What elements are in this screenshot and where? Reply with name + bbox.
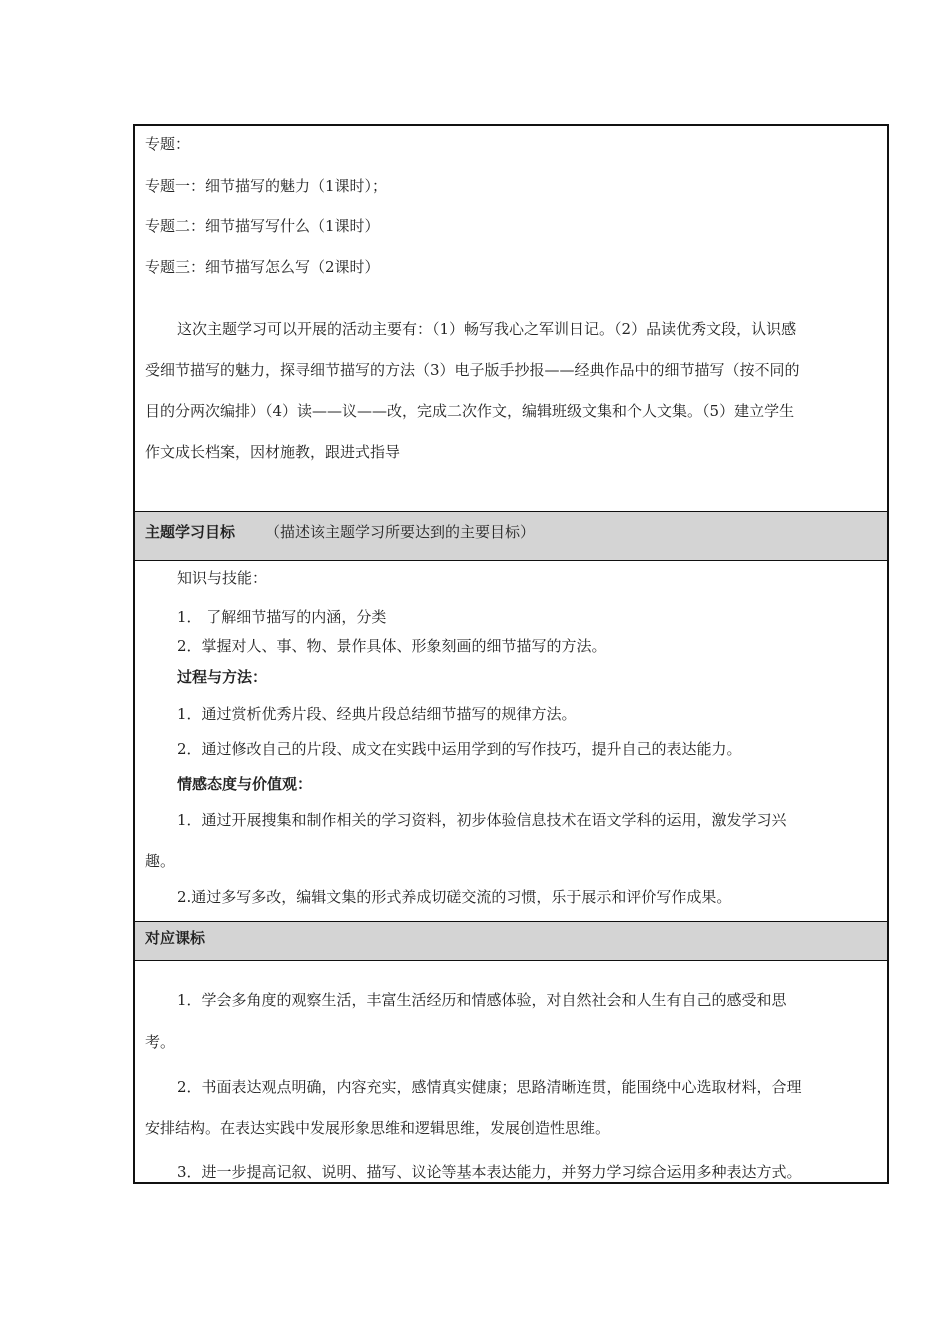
standard-2-line-2: 安排结构。在表达实践中发展形象思维和逻辑思维，发展创造性思维。 [145, 1119, 611, 1137]
goals-header-title: 主题学习目标 [145, 523, 236, 541]
knowledge-item-2: 2．掌握对人、事、物、景作具体、形象刻画的细节描写的方法。 [177, 637, 607, 655]
activities-line-1: 这次主题学习可以开展的活动主要有：（1）畅写我心之军训日记。（2）品读优秀文段，认识感 [177, 320, 797, 338]
standard-2-line-1: 2．书面表达观点明确，内容充实，感情真实健康；思路清晰连贯，能围绕中心选取材料，合理 [177, 1078, 802, 1096]
standard-3: 3．进一步提高记叙、说明、描写、议论等基本表达能力，并努力学习综合运用多种表达方式。 [177, 1163, 802, 1181]
standard-1-line-1: 1．学会多角度的观察生活，丰富生活经历和情感体验，对自然社会和人生有自己的感受和思 [177, 991, 787, 1009]
activities-line-3: 目的分两次编排）（4）读——议——改，完成二次作文，编辑班级文集和个人文集。（5）建立学生 [145, 402, 795, 420]
topic-item-3: 专题三：细节描写怎么写（2课时） [145, 258, 380, 276]
process-item-2: 2．通过修改自己的片段、成文在实践中运用学到的写作技巧，提升自己的表达能力。 [177, 740, 742, 758]
activities-line-4: 作文成长档案，因材施教，跟进式指导 [145, 443, 401, 461]
standards-header [135, 921, 887, 961]
topic-item-2: 专题二：细节描写写什么（1课时） [145, 217, 380, 235]
emotion-item-2: 2.通过多写多改，编辑文集的形式养成切磋交流的习惯，乐于展示和评价写作成果。 [177, 888, 732, 906]
emotion-heading: 情感态度与价值观： [177, 775, 313, 793]
activities-line-2: 受细节描写的魅力，探寻细节描写的方法（3）电子版手抄报——经典作品中的细节描写（按不同的 [145, 361, 800, 379]
goals-header [135, 511, 887, 561]
standards-header-title: 对应课标 [145, 929, 206, 947]
goals-header-desc: （描述该主题学习所要达到的主要目标） [265, 523, 536, 541]
knowledge-item-1: 1． 了解细节描写的内涵，分类 [177, 608, 387, 626]
topic-item-1: 专题一：细节描写的魅力（1课时）； [145, 177, 388, 195]
standard-1-line-2: 考。 [145, 1033, 176, 1051]
topics-heading: 专题： [145, 135, 191, 153]
plan-table [133, 124, 889, 1184]
emotion-item-1-line-2: 趣。 [145, 852, 176, 870]
process-item-1: 1．通过赏析优秀片段、经典片段总结细节描写的规律方法。 [177, 705, 577, 723]
emotion-item-1-line-1: 1．通过开展搜集和制作相关的学习资料，初步体验信息技术在语文学科的运用，激发学习兴 [177, 811, 787, 829]
knowledge-heading: 知识与技能： [177, 569, 268, 587]
process-heading: 过程与方法： [177, 668, 268, 686]
